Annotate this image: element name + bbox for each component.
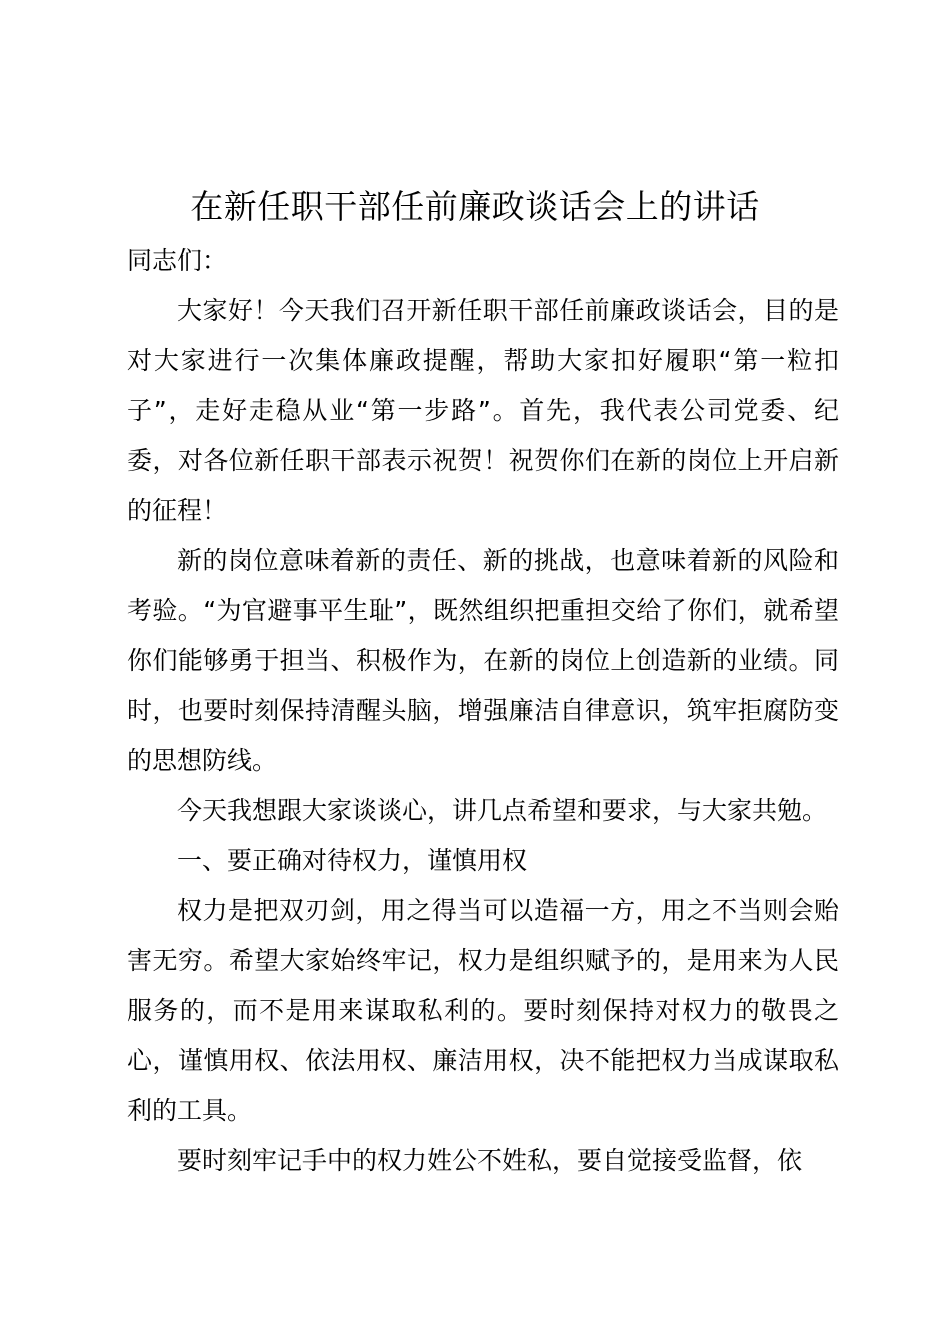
- paragraph-supervision: 要时刻牢记手中的权力姓公不姓私，要自觉接受监督，依: [177, 1146, 803, 1175]
- paragraph-power: 权力是把双刃剑，用之得当可以造福一方，用之不当则会贻害无穷。希望大家始终牢记，权力是组织赋予的，是用来为人民服务的，而不是用来谋取私利的。要时刻保持对权力的敬畏之心，谨慎用权、依法用权、廉洁用权，决不能把权力当成谋取私利的工具。: [127, 896, 839, 1125]
- document-body: [127, 236, 839, 1186]
- salutation: 同志们：: [127, 246, 228, 275]
- paragraph-intro-requirements: 今天我想跟大家谈谈心，讲几点希望和要求，与大家共勉。: [177, 796, 828, 825]
- paragraph-greeting: 大家好！今天我们召开新任职干部任前廉政谈话会，目的是对大家进行一次集体廉政提醒，帮助大家扣好履职“第一粒扣子”，走好走稳从业“第一步路”。首先，我代表公司党委、纪委，对各位新任职干部表示祝贺！祝贺你们在新的岗位上开启新的征程！: [127, 296, 839, 525]
- section-heading-1: 一、要正确对待权力，谨慎用权: [177, 846, 528, 875]
- paragraph-new-position: 新的岗位意味着新的责任、新的挑战，也意味着新的风险和考验。“为官避事平生耻”，既然组织把重担交给了你们，就希望你们能够勇于担当、积极作为，在新的岗位上创造新的业绩。同时，也要时刻保持清醒头脑，增强廉洁自律意识，筑牢拒腐防变的思想防线。: [127, 546, 839, 775]
- document-title: 在新任职干部任前廉政谈话会上的讲话: [190, 187, 760, 226]
